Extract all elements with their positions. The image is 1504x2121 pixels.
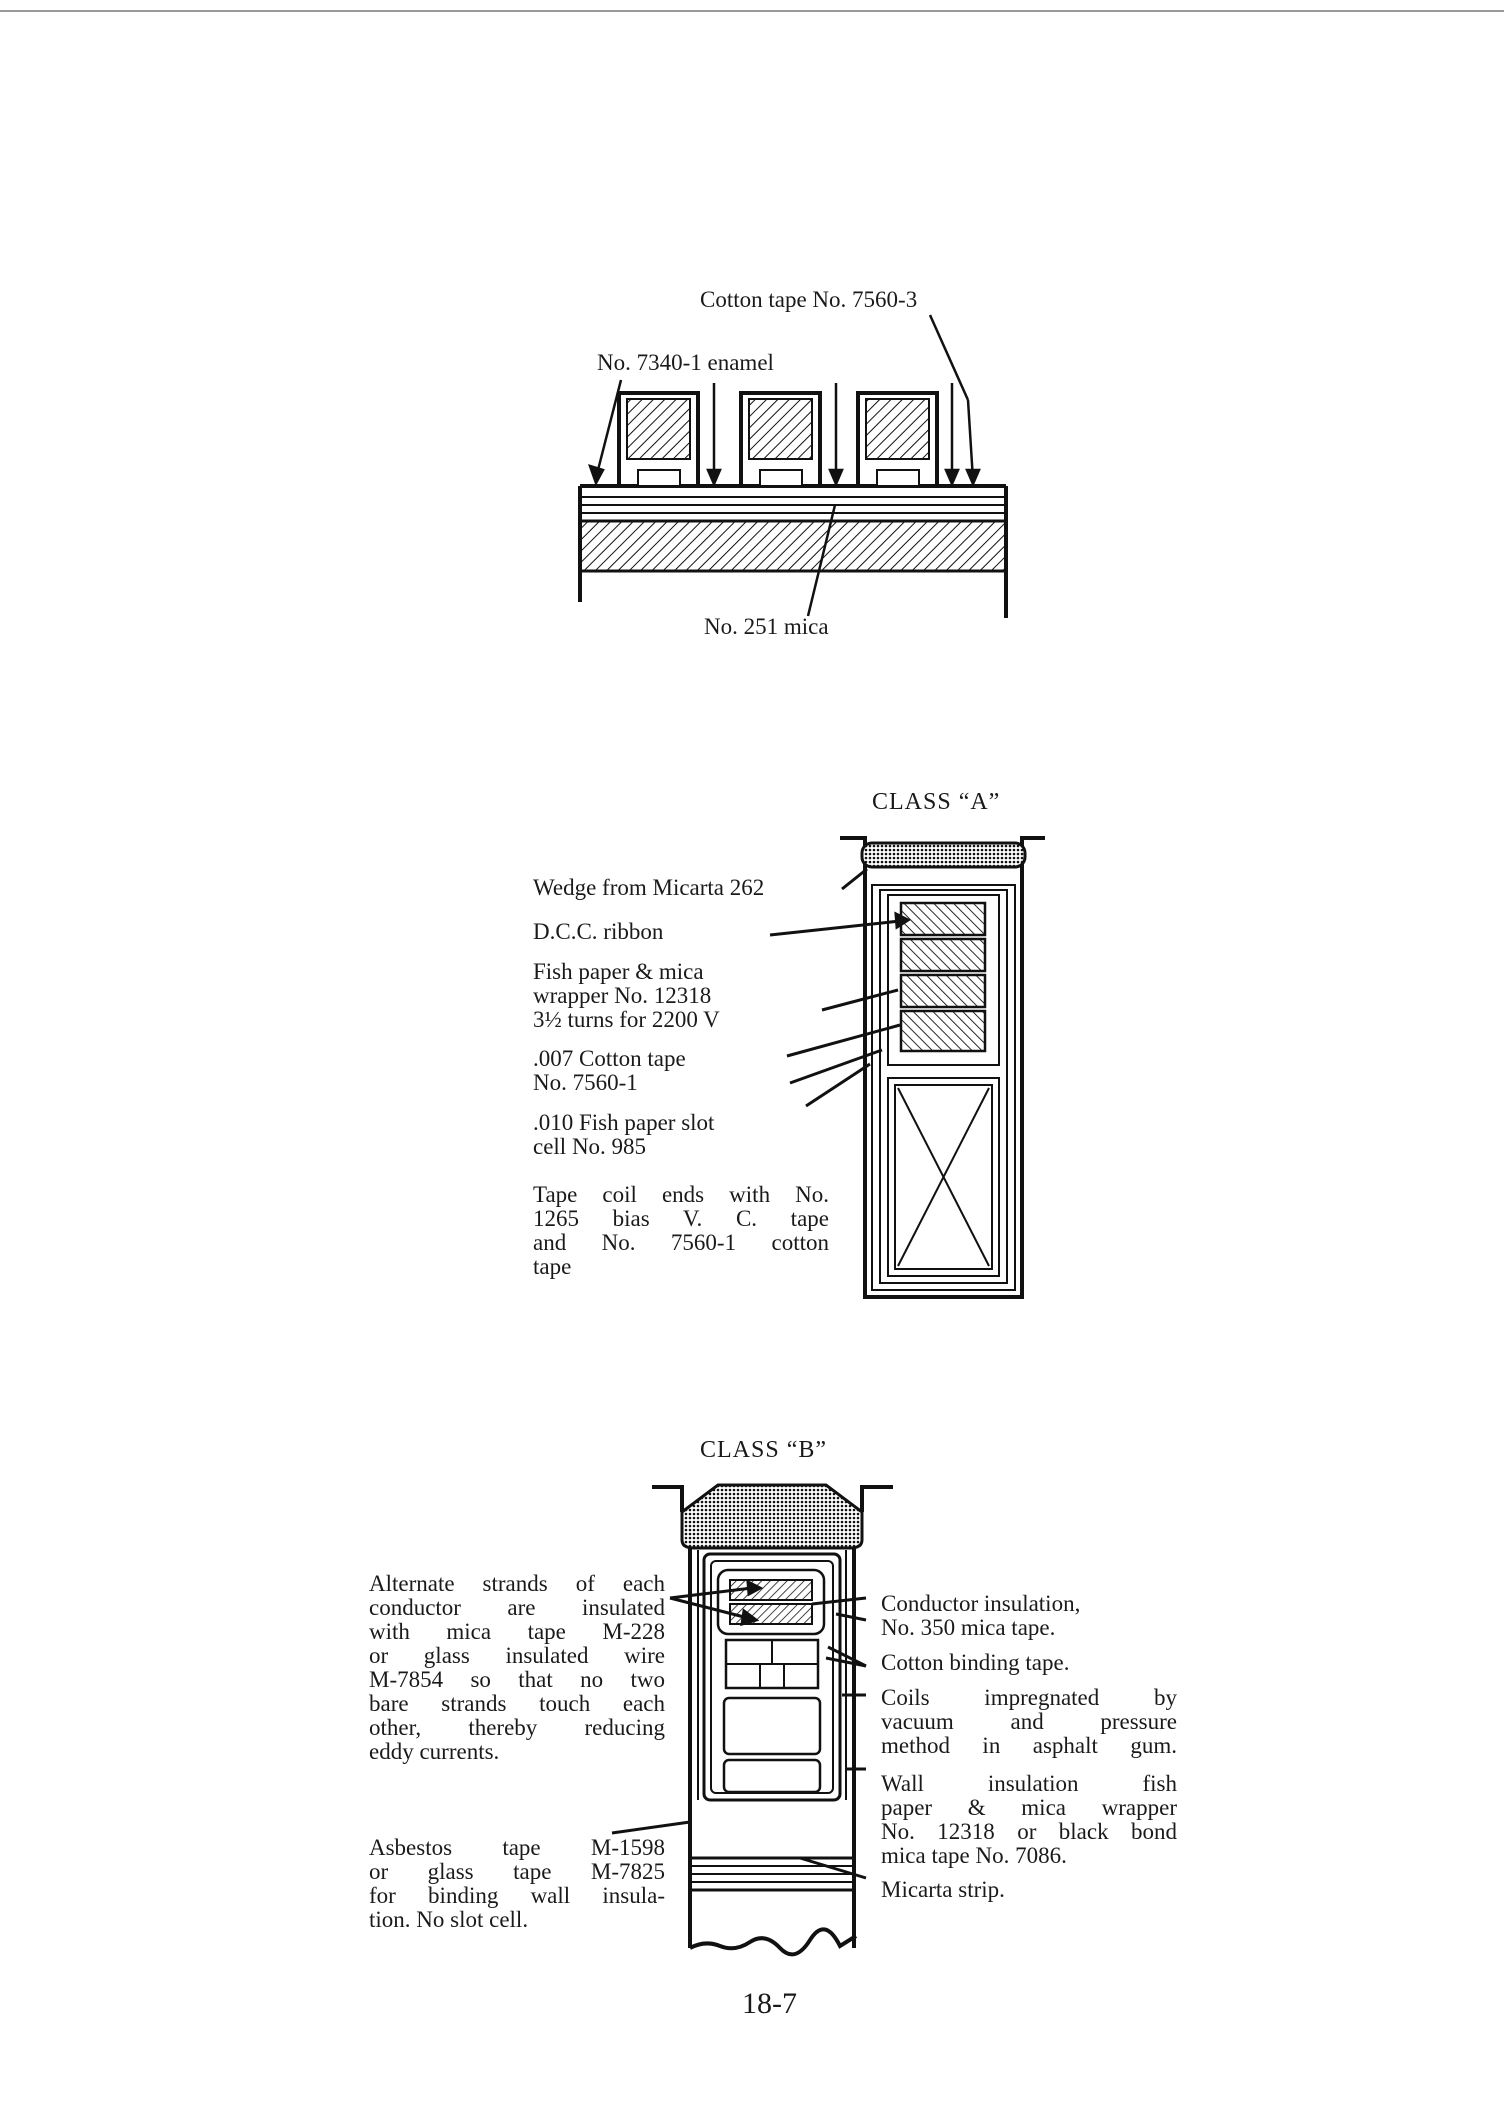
coils-impregnated-label: Coils impregnated by vacuum and pressure method in asphalt gum. bbox=[881, 1685, 1177, 1758]
asbestos-tape-label: Asbestos tape M-1598 or glass tape M-7825 for binding wall insula- tion. No slot cell. bbox=[369, 1835, 665, 1932]
page-number: 18-7 bbox=[742, 1987, 797, 2020]
alternate-strands-label: Alternate strands of each conductor are insulated with mica tape M-228 or glass insulated wire M-7854 so that no two bare strands touch each other, thereby reducing eddy currents. bbox=[369, 1571, 665, 1764]
tape-coil-ends-label: Tape coil ends with No. 1265 bias V. C. tape and No. 7560-1 cotton tape bbox=[533, 1182, 829, 1279]
mica-label: No. 251 mica bbox=[704, 614, 829, 639]
wedge-label: Wedge from Micarta 262 bbox=[533, 875, 765, 900]
class-a-title: CLASS “A” bbox=[872, 789, 1001, 815]
conductor-insulation-label: Conductor insulation, No. 350 mica tape. bbox=[881, 1591, 1081, 1640]
cotton-binding-label: Cotton binding tape. bbox=[881, 1650, 1070, 1675]
class-b-title: CLASS “B” bbox=[700, 1437, 828, 1463]
cotton-tape-007-label: .007 Cotton tape No. 7560-1 bbox=[533, 1046, 686, 1095]
class-b-wedge bbox=[682, 1485, 862, 1548]
wall-insulation-label: Wall insulation fish paper & mica wrapper No. 12318 or black bond mica tape No. 7086. bbox=[881, 1771, 1177, 1868]
cotton-tape-label: Cotton tape No. 7560-3 bbox=[700, 287, 918, 312]
fish-paper-wrapper-label: Fish paper & mica wrapper No. 12318 3½ turns for 2200 V bbox=[533, 959, 720, 1032]
micarta-strip-label: Micarta strip. bbox=[881, 1877, 1005, 1902]
slot-cell-label: .010 Fish paper slot cell No. 985 bbox=[533, 1110, 715, 1159]
dcc-ribbon-label: D.C.C. ribbon bbox=[533, 919, 664, 944]
enamel-label: No. 7340-1 enamel bbox=[597, 350, 774, 375]
